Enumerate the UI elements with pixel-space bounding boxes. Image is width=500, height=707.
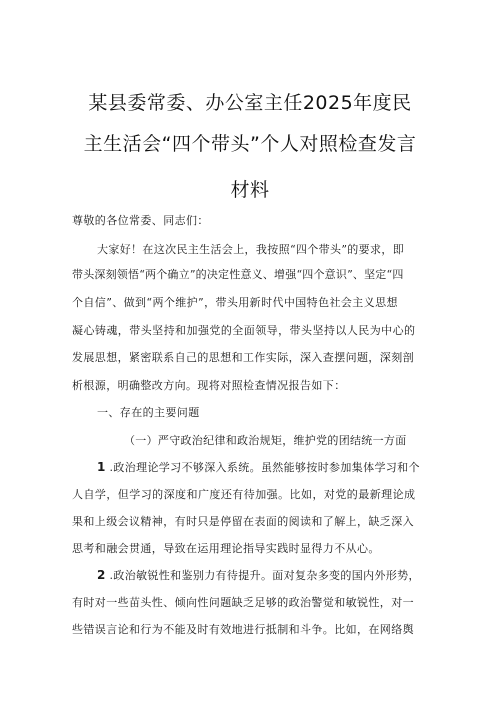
document-title-line-3: 材料 [230, 179, 270, 201]
subsection-heading: （一）严守政治纪律和政治规矩，维护党的团结统一方面 [124, 434, 407, 447]
item-number: 1 [97, 460, 106, 474]
intro-line: 凝心铸魂，带头坚持和加强党的全面领导，带头坚持以人民为中心的 [72, 324, 416, 337]
item-text: .政治理论学习不够深入系统。虽然能够按时参加集体学习和个 [105, 461, 420, 474]
intro-line: 发展思想，紧密联系自己的思想和工作实际，深入查摆问题，深刻剖 [72, 351, 414, 364]
item-text: .政治敏锐性和鉴别力有待提升。面对复杂多变的国内外形势， [105, 569, 420, 582]
section-heading: 一、存在的主要问题 [97, 406, 200, 419]
item-1-line: 果和上级会议精神，有时只是停留在表面的阅读和了解上，缺乏深入 [72, 515, 414, 528]
item-2-line: 有时对一些苗头性、倾向性问题缺乏足够的政治警觉和敏锐性，对一 [72, 596, 414, 609]
item-2-first-line [97, 567, 420, 583]
intro-line: 析根源，明确整改方向。现将对照检查情况报告如下： [72, 379, 346, 392]
item-1-line: 思考和融会贯通，导致在运用理论指导实践时显得力不从心。 [72, 542, 380, 555]
intro-line: 带头深刻领悟“两个确立”的决定性意义、增强“四个意识”、坚定“四 [72, 268, 404, 281]
item-1-first-line [97, 459, 420, 475]
intro-line: 大家好！在这次民主生活会上，我按照“四个带头”的要求，即 [97, 243, 405, 256]
item-number: 2 [97, 568, 106, 582]
item-1-line: 人自学，但学习的深度和广度还有待加强。比如，对党的最新理论成 [72, 488, 416, 501]
document-title-line-1: 某县委常委、办公室主任2025年度民 [88, 92, 412, 114]
item-2-line: 些错误言论和行为不能及时有效地进行抵制和斗争。比如，在网络舆 [72, 623, 414, 636]
salutation: 尊敬的各位常委、同志们： [72, 214, 209, 227]
intro-line: 个自信”、做到“两个维护”，带头用新时代中国特色社会主义思想 [72, 296, 398, 309]
document-title-line-2: 主生活会“四个带头”个人对照检查发言 [83, 133, 417, 155]
